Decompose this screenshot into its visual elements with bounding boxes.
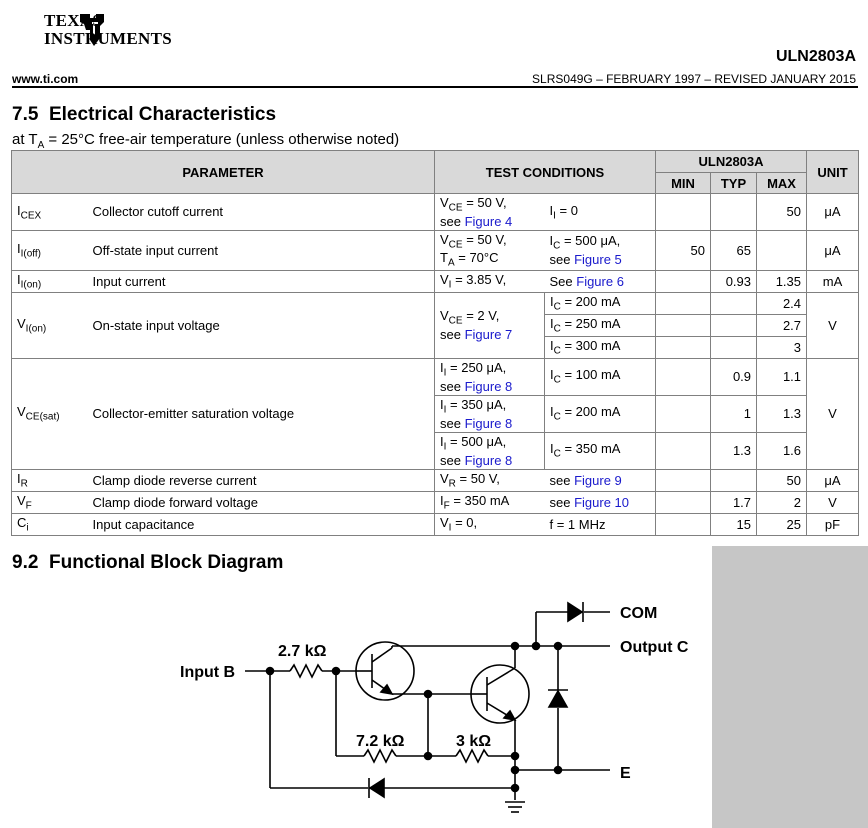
value-typ (711, 469, 757, 491)
value-typ: 65 (711, 230, 757, 270)
value-min (656, 270, 711, 292)
section-number: 7.5 (12, 104, 39, 125)
q2-arrow-icon (504, 711, 515, 720)
value-typ: 0.9 (711, 358, 757, 395)
com-diode-icon (568, 603, 582, 621)
header-max: MAX (757, 173, 807, 194)
header-typ: TYP (711, 173, 757, 194)
header-test-conditions: TEST CONDITIONS (435, 151, 656, 194)
test-condition: $I_I = 0$ (545, 194, 656, 231)
test-condition: $I_I = 500$ μA, see Figure 8 (435, 432, 545, 469)
functional-block-diagram (170, 590, 710, 820)
param-symbol: $I_{I(on)}$ (12, 270, 88, 292)
param-description: Input capacitance (88, 513, 435, 535)
brand-line-2: INSTRUMENTS (44, 29, 172, 48)
table-row (12, 292, 859, 314)
test-condition: see Figure 10 (545, 491, 656, 513)
value-typ: 15 (711, 513, 757, 535)
figure-link[interactable]: Figure 6 (576, 273, 624, 289)
table-row (12, 230, 859, 270)
test-condition: $I_C = 500$ μA, see Figure 5 (545, 230, 656, 270)
test-condition: $V_I = 3.85$ V, (435, 270, 545, 292)
section-heading-9-2 (12, 552, 283, 574)
value-min (656, 292, 711, 314)
part-number: ULN2803A (775, 48, 856, 65)
website-link[interactable]: www.ti.com (12, 72, 79, 86)
resistor-r1-icon (290, 665, 322, 677)
section-title: Functional Block Diagram (48, 552, 284, 573)
value-min (656, 513, 711, 535)
test-condition: $I_I = 250$ μA, see Figure 8 (435, 358, 545, 395)
substrate-diode-icon (370, 779, 384, 797)
label-input-b: Input B (180, 664, 236, 681)
q1-arrow-icon (381, 685, 392, 694)
value-unit: V (807, 491, 859, 513)
header-min: MIN (656, 173, 711, 194)
value-min (656, 432, 711, 469)
value-unit: V (807, 358, 859, 469)
figure-link[interactable]: Figure 8 (464, 378, 513, 394)
header-unit: UNIT (807, 151, 859, 194)
param-symbol: $I_{I(off)}$ (12, 230, 88, 270)
value-typ (711, 194, 757, 231)
value-typ (711, 314, 757, 336)
value-unit: mA (807, 270, 859, 292)
test-condition: $I_C = 200$ mA (545, 395, 656, 432)
value-typ: 1 (711, 395, 757, 432)
table-row (12, 270, 859, 292)
figure-link[interactable]: Figure 4 (464, 213, 513, 229)
value-min (656, 358, 711, 395)
document-id: SLRS049G – FEBRUARY 1997 – REVISED JANUARY 2015 (532, 72, 856, 86)
param-description: Collector-emitter saturation voltage (88, 358, 435, 469)
resistor-r3-icon (456, 750, 488, 762)
param-description: On-state input voltage (88, 292, 435, 358)
value-max: 25 (757, 513, 807, 535)
value-min (656, 469, 711, 491)
label-r3: 3 kΩ (456, 733, 492, 750)
value-min (656, 336, 711, 358)
value-max: 2.7 (757, 314, 807, 336)
margin-gray-block (712, 546, 868, 828)
value-typ: 1.3 (711, 432, 757, 469)
table-row (12, 469, 859, 491)
value-min (656, 491, 711, 513)
param-symbol: $V_F$ (12, 491, 88, 513)
brand-line-1: TEXAS (44, 11, 103, 30)
param-description: Clamp diode reverse current (88, 469, 435, 491)
value-max: 50 (757, 194, 807, 231)
value-unit: μA (807, 194, 859, 231)
test-condition: See Figure 6 (545, 270, 656, 292)
test-condition: $V_I = 0$, (435, 513, 545, 535)
label-e: E (620, 765, 631, 782)
test-condition-note: at $T_A = 25^\circ C$ free-air temperature (unless otherwise noted) (12, 131, 400, 151)
value-min: 50 (656, 230, 711, 270)
label-output-c: Output C (620, 639, 689, 656)
value-max: 3 (757, 336, 807, 358)
figure-link[interactable]: Figure 8 (464, 452, 513, 468)
table-row (12, 513, 859, 535)
param-description: Off-state input current (88, 230, 435, 270)
label-r1: 2.7 kΩ (278, 643, 327, 660)
test-condition: $I_C = 100$ mA (545, 358, 656, 395)
figure-link[interactable]: Figure 8 (464, 415, 513, 431)
param-description: Input current (88, 270, 435, 292)
param-description: Collector cutoff current (88, 194, 435, 231)
value-typ: 0.93 (711, 270, 757, 292)
test-condition: see Figure 9 (545, 469, 656, 491)
header-rule (12, 86, 858, 88)
value-max: 1.3 (757, 395, 807, 432)
test-condition: $V_{CE} = 50$ V, see Figure 4 (435, 194, 545, 231)
figure-link[interactable]: Figure 10 (574, 494, 629, 510)
test-condition: $I_I = 350$ μA, see Figure 8 (435, 395, 545, 432)
figure-link[interactable]: Figure 9 (574, 472, 622, 488)
electrical-characteristics-table (11, 150, 859, 536)
test-condition: $I_C = 250$ mA (545, 314, 656, 336)
value-max: 1.6 (757, 432, 807, 469)
param-symbol: $I_R$ (12, 469, 88, 491)
table-row (12, 194, 859, 231)
value-unit: μA (807, 469, 859, 491)
test-condition: $I_F = 350$ mA (435, 491, 545, 513)
header-device: ULN2803A (656, 151, 807, 173)
test-condition: $I_C = 300$ mA (545, 336, 656, 358)
section-number: 9.2 (12, 552, 39, 573)
value-typ (711, 292, 757, 314)
label-com: COM (620, 605, 658, 622)
value-typ: 1.7 (711, 491, 757, 513)
brand-name (44, 12, 172, 48)
value-unit: V (807, 292, 859, 358)
param-symbol: $V_{I(on)}$ (12, 292, 88, 358)
header-parameter: PARAMETER (12, 151, 435, 194)
label-r2: 7.2 kΩ (356, 733, 405, 750)
test-condition: $I_C = 200$ mA (545, 292, 656, 314)
test-condition: $I_C = 350$ mA (545, 432, 656, 469)
value-min (656, 194, 711, 231)
resistor-r2-icon (364, 750, 396, 762)
section-heading-7-5 (12, 104, 276, 126)
value-max: 2.4 (757, 292, 807, 314)
clamp-diode-icon (549, 691, 567, 707)
value-max: 1.35 (757, 270, 807, 292)
test-condition: $V_{CE} = 2$ V, see Figure 7 (435, 292, 545, 358)
test-condition: $V_R = 50$ V, (435, 469, 545, 491)
value-min (656, 395, 711, 432)
param-symbol: $C_i$ (12, 513, 88, 535)
param-symbol: $V_{CE(sat)}$ (12, 358, 88, 469)
value-min (656, 314, 711, 336)
value-unit: pF (807, 513, 859, 535)
test-condition: f = 1 MHz (545, 513, 656, 535)
value-typ (711, 336, 757, 358)
value-max: 1.1 (757, 358, 807, 395)
value-max: 50 (757, 469, 807, 491)
figure-link[interactable]: Figure 5 (574, 251, 622, 267)
table-row (12, 491, 859, 513)
value-max: 2 (757, 491, 807, 513)
table-row (12, 358, 859, 395)
value-unit: μA (807, 230, 859, 270)
section-title: Electrical Characteristics (48, 104, 277, 125)
param-description: Clamp diode forward voltage (88, 491, 435, 513)
test-condition: $V_{CE} = 50$ V, $T_A = 70^\circ C$ (435, 230, 545, 270)
figure-link[interactable]: Figure 7 (464, 327, 513, 343)
value-max (757, 230, 807, 270)
param-symbol: $I_{CEX}$ (12, 194, 88, 231)
